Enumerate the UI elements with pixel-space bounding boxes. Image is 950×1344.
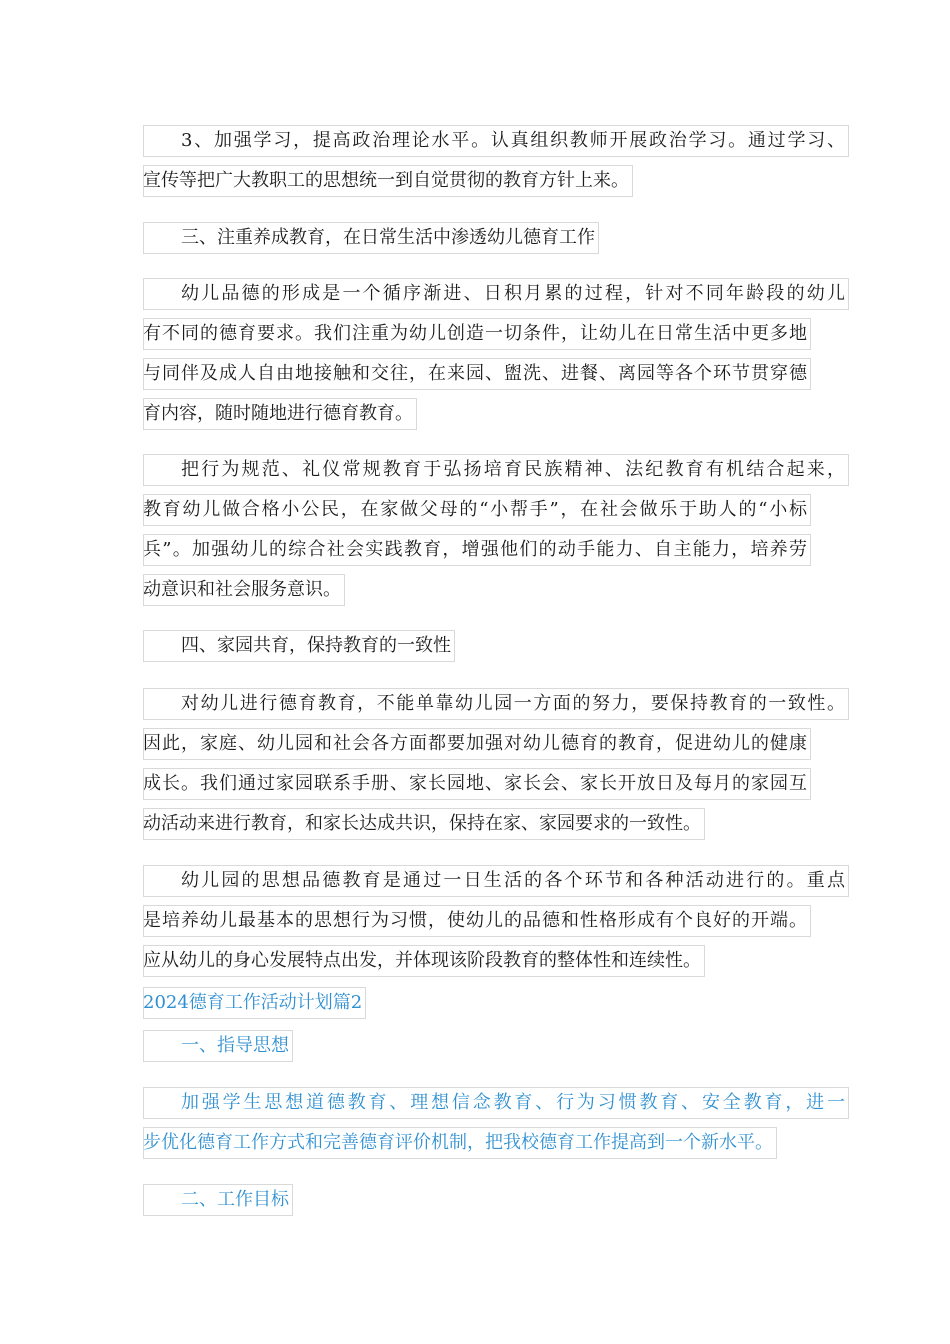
paragraph-home-school <box>143 684 845 844</box>
text-line[interactable]: 加强学生思想道德教育、理想信念教育、行为习惯教育、安全教育，进一 <box>143 1083 845 1123</box>
text-line: 应从幼儿的身心发展特点出发，并体现该阶段教育的整体性和连续性。 <box>143 941 701 981</box>
section-heading: 四、家园共育，保持教育的一致性 <box>143 626 451 666</box>
text-line: 动活动来进行教育，和家长达成共识，保持在家、家园要求的一致性。 <box>143 804 701 844</box>
text-line: 3、加强学习，提高政治理论水平。认真组织教师开展政治学习。通过学习、 <box>143 121 845 161</box>
section2-title[interactable] <box>143 983 362 1023</box>
text-line: 把行为规范、礼仪常规教育于弘扬培育民族精神、法纪教育有机结合起来， <box>143 450 845 490</box>
text-line: 成长。我们通过家园联系手册、家长园地、家长会、家长开放日及每月的家园互 <box>143 764 807 804</box>
section2-heading-text[interactable]: 一、指导思想 <box>143 1026 289 1066</box>
paragraph-behavior-norms <box>143 450 845 610</box>
text-line: 是培养幼儿最基本的思想行为习惯，使幼儿的品德和性格形成有个良好的开端。 <box>143 901 807 941</box>
text-line: 有不同的德育要求。我们注重为幼儿创造一切条件，让幼儿在日常生活中更多地 <box>143 314 807 354</box>
text-line: 对幼儿进行德育教育，不能单靠幼儿园一方面的努力，要保持教育的一致性。 <box>143 684 845 724</box>
section-heading: 三、注重养成教育，在日常生活中渗透幼儿德育工作 <box>143 218 595 258</box>
text-line: 动意识和社会服务意识。 <box>143 570 341 610</box>
text-line: 与同伴及成人自由地接触和交往，在来园、盥洗、进餐、离园等各个环节贯穿德 <box>143 354 807 394</box>
section2-heading-guiding[interactable] <box>143 1026 289 1066</box>
section2-paragraph[interactable] <box>143 1083 845 1163</box>
section2-heading-goals[interactable] <box>143 1180 289 1220</box>
text-line: 教育幼儿做合格小公民，在家做父母的“小帮手”，在社会做乐于助人的“小标 <box>143 490 807 530</box>
text-line: 因此，家庭、幼儿园和社会各方面都要加强对幼儿德育的教育，促进幼儿的健康 <box>143 724 807 764</box>
text-line: 宣传等把广大教职工的思想统一到自觉贯彻的教育方针上来。 <box>143 161 629 201</box>
section2-heading-text[interactable]: 二、工作目标 <box>143 1180 289 1220</box>
paragraph-conclusion <box>143 861 845 981</box>
text-line[interactable]: 步优化德育工作方式和完善德育评价机制，把我校德育工作提高到一个新水平。 <box>143 1123 773 1163</box>
paragraph-study <box>143 121 845 201</box>
text-line: 育内容，随时随地进行德育教育。 <box>143 394 413 434</box>
heading-section-4 <box>143 626 451 666</box>
text-line: 幼儿品德的形成是一个循序渐进、日积月累的过程，针对不同年龄段的幼儿 <box>143 274 845 314</box>
paragraph-moral-formation <box>143 274 845 434</box>
section2-title-text[interactable]: 2024德育工作活动计划篇2 <box>143 983 362 1023</box>
heading-section-3 <box>143 218 595 258</box>
text-line: 兵”。加强幼儿的综合社会实践教育，增强他们的动手能力、自主能力，培养劳 <box>143 530 807 570</box>
text-line: 幼儿园的思想品德教育是通过一日生活的各个环节和各种活动进行的。重点 <box>143 861 845 901</box>
